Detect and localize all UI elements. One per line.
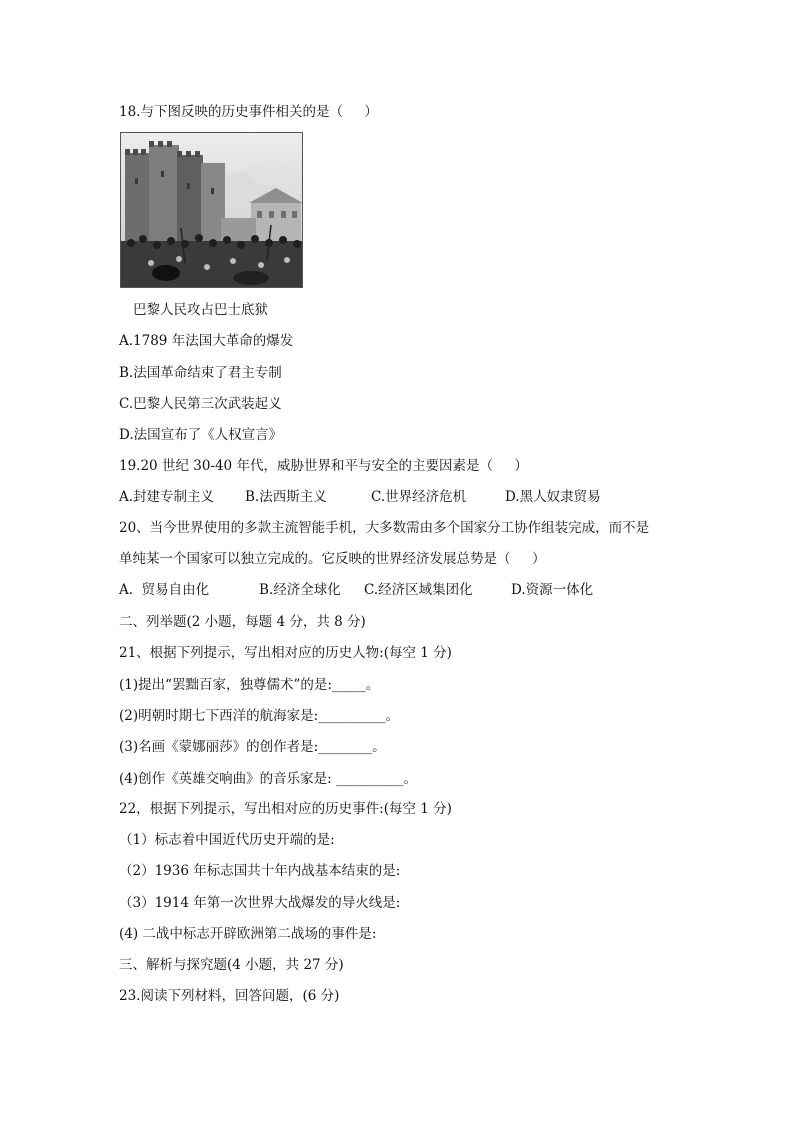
q20-option-b: B.经济全球化 (259, 582, 341, 598)
q21-item-3: (3)名画《蒙娜丽莎》的创作者是:________。 (119, 739, 386, 755)
q22-item-1: （1）标志着中国近代历史开端的是: (119, 832, 335, 848)
q22-item-2: （2）1936 年标志国共十年内战基本结束的是: (119, 863, 401, 879)
q20-stem-line1: 20、当今世界使用的多款主流智能手机，大多数需由多个国家分工协作组装完成，而不是 (119, 520, 650, 536)
q20-option-d: D.资源一体化 (511, 582, 594, 598)
q19-option-c: C.世界经济危机 (371, 489, 467, 505)
q22-stem: 22，根据下列提示，写出相对应的历史事件:(每空 1 分) (119, 801, 452, 817)
q20-option-a: A. 贸易自由化 (119, 582, 210, 598)
q19-option-d: D.黑人奴隶贸易 (505, 489, 601, 505)
q22-item-4: (4) 二战中标志开辟欧洲第二战场的事件是: (119, 926, 377, 942)
q18-option-c: C.巴黎人民第三次武装起义 (119, 396, 282, 412)
q21-stem: 21、根据下列提示，写出相对应的历史人物:(每空 1 分) (119, 645, 452, 661)
bastille-image (120, 132, 303, 288)
section3-heading: 三、解析与探究题(4 小题，共 27 分) (119, 957, 344, 973)
q23-stem: 23.阅读下列材料，回答问题，(6 分) (119, 988, 340, 1004)
q21-item-4: (4)创作《英雄交响曲》的音乐家是: __________。 (119, 771, 417, 787)
q18-option-d: D.法国宣布了《人权宣言》 (119, 427, 283, 443)
image-caption: 巴黎人民攻占巴士底狱 (133, 302, 268, 318)
q19-stem: 19.20 世纪 30-40 年代，威胁世界和平与安全的主要因素是（ ） (119, 458, 528, 474)
q21-item-2: (2)明朝时期七下西洋的航海家是:__________。 (119, 708, 400, 724)
q21-item-1: (1)提出“罢黜百家，独尊儒术”的是:_____。 (119, 677, 380, 693)
q19-option-a: A.封建专制主义 (119, 489, 215, 505)
q22-item-3: （3）1914 年第一次世界大战爆发的导火线是: (119, 895, 401, 911)
section2-heading: 二、列举题(2 小题，每题 4 分，共 8 分) (119, 614, 366, 630)
q20-option-c: C.经济区域集团化 (364, 582, 473, 598)
q20-stem-line2: 单纯某一个国家可以独立完成的。它反映的世界经济发展总势是（ ） (119, 551, 546, 567)
q18-stem: 18.与下图反映的历史事件相关的是（ ） (119, 104, 378, 120)
q18-option-a: A.1789 年法国大革命的爆发 (119, 333, 294, 349)
q19-option-b: B.法西斯主义 (245, 489, 327, 505)
q18-option-b: B.法国革命结束了君主专制 (119, 365, 282, 381)
